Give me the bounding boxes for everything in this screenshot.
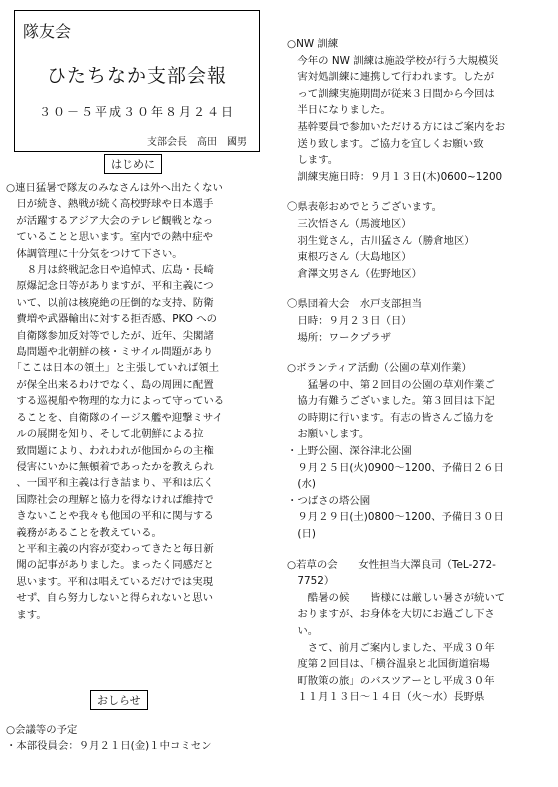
award-section: 〇県表彰おめでとうございます。 三次悟さん（馬渡地区） 羽生覚さん，古川猛さん（勝倉地区） 東根巧さん（大島地区） 倉澤文男さん（佐野地区）: [287, 201, 475, 280]
intro-body: ○連日猛暑で隊友のみなさんは外へ出たくない 日が続き、熱戦が続く高校野球や日本選手 が活躍するアジア大会のテレビ観戦となっ ていることと思います。室内での熱中症や 体調管理に十分気をつけて下さい。 ８月は終戦記念日や追悼式、広島・長崎 原爆記念日等がありますが、平和主義につ いて、以前は核廃絶の圧倒的な支持、防衛 費増や武器輸出に対する拒否感、PKO への 自衛隊参加反対等でしたが、近年、尖閣諸 島問題や北朝鮮の核・ミサイル問題があり 「ここは日本の領土」と主張していれば領土 が保全出来るわけでなく、島の周囲に配置 する巡視船や物理的な力によって守っている ることを、自衛隊のイージス艦や迎撃ミサイ ルの展開を知り、そして北朝鮮による拉 致問題により、われわれが他国からの主権 侵害にいかに無頓着であったかを教えられ 、一国平和主義は行き詰まり、平和は広く 国際社会の理解と協力を得なければ維持で きないことや我々も他国の平和に関与する 義務があることを教えている。 と平和主義の内容が変わってきたと毎日新 聞の記事がありました。まったく同感だと 思います。平和は唱えているだけでは実現 せず、自ら努力しないと得られないと思い ます。: [6, 182, 225, 621]
intro-heading: はじめに: [104, 154, 162, 174]
header-box: [14, 10, 260, 152]
notice-heading: おしらせ: [90, 690, 148, 710]
org-name: 隊友会: [23, 22, 72, 41]
issue-date: ３０－５平成３０年８月２４日: [38, 105, 235, 119]
nw-training: ○NW 訓練 今年の NW 訓練は施設学校が行う大規模災 害対処訓練に連携して行われます。したが って訓練実施期間が従来３日間から今回は 半日になりました。 基幹要員で参加いただける方にはご案内をお 送り致します。ご協力を宜しくお願い致 します。 訓練実施日時：９月１３日(木)0600~1200: [287, 38, 506, 183]
branch-chief: 支部会長 高田 國男: [147, 137, 247, 148]
volunteer-section: ○ボランティア活動（公園の草刈作業） 猛暑の中、第２回目の公園の草刈作業ご 協力有難うございました。第３回目は下記 の時期に行います。有志の皆さんご協力を お願いします。 ・上野公園、深谷津北公園 ９月２５日(火)0900～1200、予備日２６日 (水) ・つばさの塔公園 ９月２９日(土)0800～1200、予備日３０日 (日): [287, 362, 504, 541]
meeting-section: 〇県団着大会 水戸支部担当 日時：９月２３日（日） 場所：ワークプラザ: [287, 298, 423, 344]
right-column: [287, 36, 549, 706]
newsletter-title: ひたちなか支部会報: [46, 65, 227, 87]
wakaba-section: ○若草の会 女性担当大澤良司（TeL-272- 7752） 酷暑の候 皆様には厳しい暑さが続いて おりますが、お身体を大切にお過ごし下さ い。 さて、前月ご案内しました、平成３０年 度第２回目は、「横谷温泉と北国街道宿場 町散策の旅」のバスツアーとし平成３０年 １１月１３日～１４日（火～水）長野県: [287, 558, 506, 704]
notice-body: ○会議等の予定 ・本部役員会：９月２１日(金)１中コミセン: [6, 724, 212, 753]
